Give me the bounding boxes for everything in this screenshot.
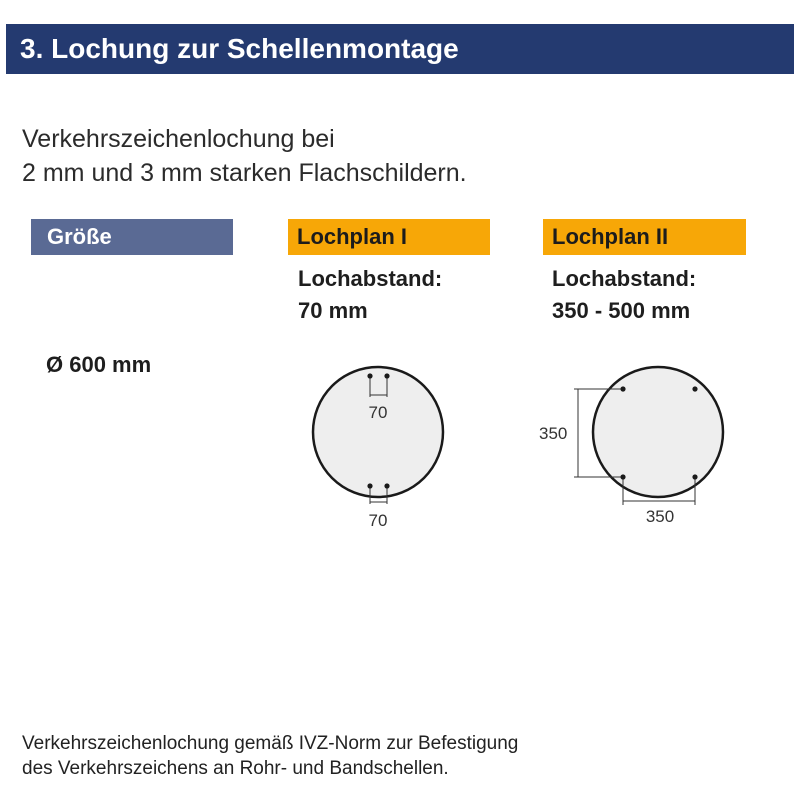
footer-line-1: Verkehrszeichenlochung gemäß IVZ-Norm zur Befestigung xyxy=(22,733,519,754)
plan1-label: Lochplan I xyxy=(297,224,407,249)
plan2-hole-top-left xyxy=(620,386,625,391)
size-column-label: Größe xyxy=(47,224,112,249)
plan2-spacing-value: 350 - 500 mm xyxy=(552,298,691,323)
sign-diameter: Ø 600 mm xyxy=(46,352,152,377)
plan2-horizontal-dimension: 350 xyxy=(645,507,675,526)
plan1-spacing-label: Lochabstand: xyxy=(298,266,443,291)
intro-line-2: 2 mm und 3 mm starken Flachschildern. xyxy=(22,159,467,187)
plan1-hole-top-right xyxy=(384,373,389,378)
plan2-hole-bottom-right xyxy=(692,474,697,479)
plan2-diagram xyxy=(539,367,723,526)
plan2-spacing-label: Lochabstand: xyxy=(552,266,697,291)
footer-note xyxy=(22,731,518,781)
plan1-sign-circle xyxy=(313,367,443,497)
plan2-label: Lochplan II xyxy=(552,224,669,249)
plan1-diagram xyxy=(313,367,443,530)
section-title: 3. Lochung zur Schellenmontage xyxy=(20,33,459,64)
plan1-hole-top-left xyxy=(367,373,372,378)
plan2-vertical-dimension: 350 xyxy=(539,424,568,443)
plan2-hole-bottom-left xyxy=(620,474,625,479)
plan1-hole-bottom-left xyxy=(367,483,372,488)
footer-line-2: des Verkehrszeichens an Rohr- und Bandschellen. xyxy=(22,758,449,779)
plan1-top-dimension: 70 xyxy=(368,403,388,422)
plan1-bottom-dimension: 70 xyxy=(368,511,388,530)
plan1-hole-bottom-right xyxy=(384,483,389,488)
plan2-hole-top-right xyxy=(692,386,697,391)
intro-line-1: Verkehrszeichenlochung bei xyxy=(22,125,335,153)
plan1-spacing-value: 70 mm xyxy=(298,298,368,323)
